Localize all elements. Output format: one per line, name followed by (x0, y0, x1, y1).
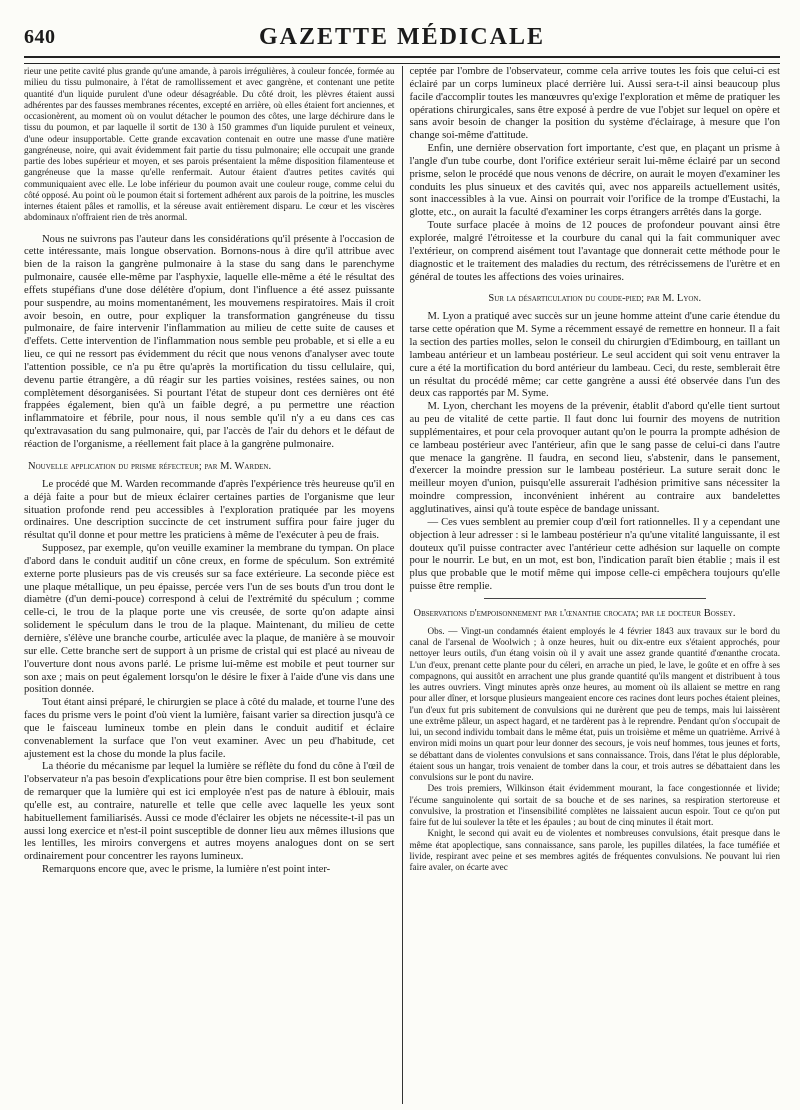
section-heading: Nouvelle application du prisme réfecteur; par M. Warden. (28, 460, 272, 472)
left-column (24, 66, 402, 1104)
paragraph: Tout étant ainsi préparé, le chirurgien se place à côté du malade, et tourne l'une des faces du prisme vers le point d'où vient la lumière, faisant varier sa direction jusqu'à ce que le faisceau lumineux tombe en plein dans le conduit auditif et éclaire convenablement la surface que l'on veut examiner. Avec un peu d'habitude, cet ajustement est la chose du monde la plus facile. (24, 697, 395, 760)
paragraph: ceptée par l'ombre de l'observateur, comme cela arrive toutes les fois que celui-ci est éclairé par un corps lumineux placé derrière lui. Aussi sera-t-il ainsi beaucoup plus facile d'accomplir toutes les manœuvres qu'exige l'exploration et même de pratiquer les opérations chirurgicales, sans être exposé à perdre de vue l'objet sur lequel on opère et sans avoir besoin de changer la position du système d'éclairage, à mesure que l'on change soi-même d'attitude. (409, 66, 780, 142)
header-rule (24, 56, 780, 64)
paragraph: Toute surface placée à moins de 12 pouces de profondeur pouvant ainsi être explorée, malgré l'étroitesse et la courbure du canal qui la fait communiquer avec l'extérieur, on comprend aisément tout l'avantage que donnerait cette méthode pour le diagnostic et le traitement des maladies du rectum, des rétrécissemens de l'urètre et en général de toutes les affections des voies urinaires. (409, 220, 780, 283)
two-column-body (24, 66, 780, 1104)
section-rule (484, 598, 706, 599)
paragraph: Obs. — Vingt-un condamnés étaient employés le 4 février 1843 aux travaux sur le bord du canal de l'arsenal de Woolwich ; à onze heures, huit ou dix-entre eux s'étaient approchés, pour nettoyer leurs outils, d'un étang voisin où il y avait une assez grande quantité d'œnanthe crocata. L'un d'eux, prenant cette plante pour du céleri, en arrache un pied, le lave, le goûte et en offre à ses compagnons, qui aussitôt en arrachent une plus grande quantité qu'ils mangent et distribuent à tous les autres ouvriers. Vingt minutes après onze heures, au moment où ils allaient se mettre en rang pour aller dîner, et lorsque plusieurs mangeaient encore ces racines dont leurs poches étaient pleines, l'un d'eux fut pris subitement de convulsions qui ne durèrent que peu de temps, mais lui laissèrent une extrême pâleur, un aspect hagard, et ne tardèrent pas à le reprendre. Pendant qu'on s'occupait de lui, un second individu tombait dans le même état, puis un troisième et même un quatrième. Arrivé à environ midi moins un quart pour leur donner des secours, je vois neuf hommes, tous jeunes et forts, se débattant dans de violentes convulsions et sans connaissance. Trois, dans l'état le plus déplorable, étaient sous un hangar, trois venaient de tomber dans la cour, et trois autres se débattaient dans les convulsions sur le pont du navire. (409, 625, 780, 783)
paragraph: rieur une petite cavité plus grande qu'une amande, à parois irrégulières, à couleur foncée, formée au milieu du tissu pulmonaire, à l'état de ramollissement et avec gangrène, et contenant une petite quantité d'un liquide purulent d'une odeur désagréable. Du côté droit, les plèvres étaient aussi adhérentes par des fausses membranes récentes, excepté en arrière, où elles étaient fort anciennes, et occasionèrent, au moment où on voulut détacher le poumon des côtes, une large déchirure dans le tissu du poumon, et par laquelle il sortit de 130 à 150 grammes d'un liquide purulent et veineux, d'une odeur insupportable. Cette grande excavation contenait en outre une masse d'une matière gangréneuse, noire, qui avait évidemment fait partie du tissu pulmonaire; elle occupait une grande partie des lobes supérieur et moyen, et ses parois présentaient la même disposition filamenteuse et gangréneuse que la masse qu'elle renfermait. Autour étaient d'autres petites cavités qui communiquaient avec elle. Le lobe inférieur du poumon avait une couleur rouge, comme celui du côté opposé. Au point où le poumon était si fortement adhérent aux parois de la poitrine, les muscles internes étaient pâles et ramollis, et la séreuse avait entièrement disparu. Le cœur et les viscères abdominaux n'offraient rien de très anormal. (24, 66, 395, 223)
spacer (24, 224, 395, 234)
section-heading: Sur la désarticulation du coude-pied; par M. Lyon. (488, 293, 702, 305)
paragraph: M. Lyon a pratiqué avec succès sur un jeune homme atteint d'une carie étendue du tarse cette opération que M. Syme a récemment essayé de remettre en honneur. Il a fait la section des parties molles, selon le conseil du chirurgien d'Edimbourg, en taillant un lambeau antérieur et un lambeau postérieur. Le seul accident qui soit venu entraver la cure a été la mortification du bord antérieur du lambeau. Ceci, du reste, semblerait être un résultat du procédé même; car cette gangrène a aussi été observée dans l'un des deux cas rapportés par M. Syme. (409, 311, 780, 400)
paragraph: Knight, le second qui avait eu de violentes et nombreuses convulsions, était presque dans le même état apoplectique, sans connaissance, sans parole, les pupilles dilatées, la face tuméfiée et livide, respirant avec peine et ses membres agités de fréquentes convulsions. Ne pouvant lui rien faire avaler, on écarte avec (409, 828, 780, 873)
paragraph: Remarquons encore que, avec le prisme, la lumière n'est point inter- (42, 864, 331, 876)
journal-title: GAZETTE MÉDICALE (258, 24, 546, 50)
right-column (403, 66, 781, 1104)
paragraph: Enfin, une dernière observation fort importante, c'est que, en plaçant un prisme à l'angle d'un tube courbe, dont l'orifice extérieur serait lui-même éclairé par un second prisme, selon le procédé que nous venons de décrire, on aurait le moyen d'examiner les conduits les plus sinueux et des cavités qui, avec nos appareils actuellement usités, sont inaccessibles à la vue. Ainsi on pourrait voir l'orifice de la trompe d'Eustachi, la glotte, etc., on aurait la faculté d'examiner les corps étrangers arrêtés dans la gorge. (409, 143, 780, 219)
paragraph: Des trois premiers, Wilkinson était évidemment mourant, la face congestionnée et livide; l'écume sanguinolente qui sortait de sa bouche et de ses narines, sa respiration stertoreuse et convulsive, la prostration et l'insensibilité complètes ne laissaient aucun espoir. Tout ce qu'on put faire fut de lui soulever la tête et les épaules ; au bout de cinq minutes il était mort. (409, 783, 780, 828)
page-header (24, 18, 780, 58)
paragraph: Supposez, par exemple, qu'on veuille examiner la membrane du tympan. On place d'abord dans le conduit auditif un cône creux, en forme de spéculum. Son extrémité externe porte plusieurs pas de vis creusés sur sa face extérieure. La seconde pièce est une plaque métallique, un peu épaisse, percée vers l'un de ses bouts d'un trou dont le diamètre (d'un demi-pouce) correspond à celui de l'extrémité du spéculum ; comme celle-ci, le trou de la plaque porte une vis creusée, de sorte qu'on adapte ainsi solidement le spéculum dans le trou de la plaque. Maintenant, du milieu de cette dernière, s'élève une branche courbe, articulée avec la plaque, de manière à se mouvoir sur elle. Cette branche sert de support à un prisme de cristal qui est placé au niveau de l'ouverture dont nous avons parlé. Le prisme lui-même est mobile et peut tourner sur son axe ; mais on peut également lorsqu'on le désire le fixer à l'aide d'une vis dans une position donnée. (24, 543, 395, 696)
paragraph: La théorie du mécanisme par lequel la lumière se réflète du fond du cône à l'œil de l'observateur n'a pas besoin d'explications pour être bien comprise. Il est bon seulement de remarquer que la lumière qui est ici employée n'est pas de nature à éblouir, mais qu'elle est, au contraire, naturelle et telle que celle avec laquelle les yeux sont habituellement familiarisés. Aussi ce mode d'éclairer les objets ne nécessite-t-il pas un aussi long exercice et n'est-il point susceptible de donner lieu aux mêmes illusions que les lentilles, les miroirs convergens et autres moyens analogues dont on se sert ordinairement pour concentrer les rayons lumineux. (24, 761, 395, 863)
paragraph: — Ces vues semblent au premier coup d'œil fort rationnelles. Il y a cependant une objection à leur adresser : si le lambeau postérieur n'a qu'une vitalité languissante, il est douteux qu'il puisse contracter avec l'antérieur cette adhésion sur laquelle on compte pour le nourrir. Le but, en un mot, est bon, l'indication paraît bien établie ; mais il est plus que probable que le motif même qui impose celle-ci empêchera toujours qu'elle puisse être remplie. (409, 516, 780, 593)
section-heading: Observations d'empoisonnement par l'œnanthe crocata; par le docteur Bossey. (413, 607, 736, 619)
paragraph: M. Lyon, cherchant les moyens de la prévenir, établit d'abord qu'elle tient surtout au peu de vitalité de cette partie. Il faut donc lui fournir des moyens de nutrition supplémentaires, et pour cela provoquer autant qu'on le pourra la prompte adhésion de ce lambeau postérieur avec l'antérieur, afin que le sang passe de celui-ci dans l'autre que menace la gangrène. Il faudra, en second lieu, s'abstenir, dans le pansement, d'exercer la moindre pression sur le lambeau postérieur. La suture serait donc le meilleur moyen d'union, puisqu'elle assurerait l'adhésion primitive sans nécessiter la moindre compression, inconvénient inhérent au contraire aux bandelettes agglutinatives, ainsi qu'à toute espèce de bandage unissant. (409, 401, 780, 515)
paragraph: Le procédé que M. Warden recommande d'après l'expérience très heureuse qu'il en a déjà faite a pour but de mieux éclairer certaines parties de l'organisme que leur situation profonde rend peu accessibles à l'exploration pratiquée par les moyens ordinaires. Une description succincte de cet instrument suffira pour faire juger du résultat qu'il donne et pour mettre les praticiens à même de l'exécuter à peu de frais. (24, 478, 395, 542)
paragraph: Nous ne suivrons pas l'auteur dans les considérations qu'il présente à l'occasion de cette intéressante, mais longue observation. Bornons-nous à dire qu'il attribue avec bien de la raison la gangrène pulmonaire à la stase du sang dans le parenchyme pulmonaire, causée elle-même par l'asphyxie, laquelle elle-même a été le résultat des effets stupéfians d'une dose délétère d'opium, dont l'influence a été assez puissante pour suspendre, au moins momentanément, les mouvemens respiratoires. Mais il croit avoir besoin, en outre, pour expliquer la transformation gangréneuse du tissu pulmonaire, de faire intervenir l'inflammation au milieu de cette suite de causes et d'effets. Cette intervention de l'inflammation nous semble peu probable, et si elle a eu lieu, ce qui ne ressort pas évidemment du récit que nous venons d'analyser avec toute l'attention possible, ce n'a pu être qu'après la mortification du tissu cellulaire, qui, devenu partie étrangère, a dû réagir sur les parties voisines, restées saines, ou non complètement désorganisées. Si pourtant l'état de stupeur dont ces dernières ont été frappées également, bien qu'à un faible degré, a pu permettre une réaction inflammatoire et fébrile, pour nous, il nous semble qu'il n'y a eu dans ces cas qu'extravasation du sang pulmonaire, qui, par l'accès de l'air du dehors et le défaut de réaction de l'organisme, a réellement fait place à la gangrène pulmonaire. (24, 233, 395, 450)
page-number: 640 (24, 26, 56, 48)
